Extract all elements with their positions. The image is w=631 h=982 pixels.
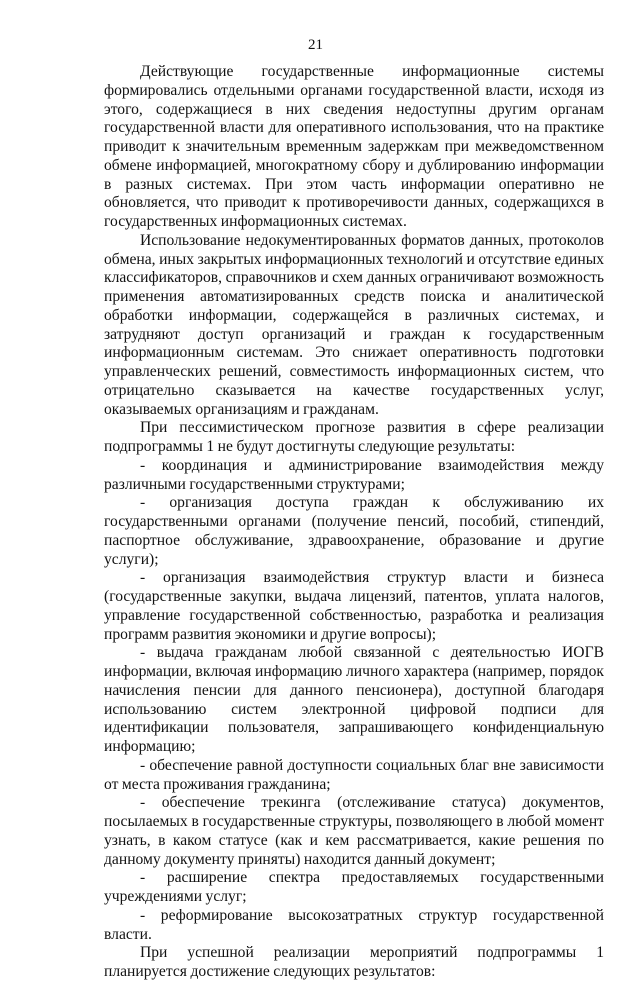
paragraph-info-systems: Действующие государственные информационные системы формировались отдельными органами государственной власти, исходя из этого, содержащиеся в них сведения недоступны другим органам государственной власти для оперативного использования, что на практике приводит к значительным временным задержкам при межведомственном обмене информацией, многократному сбору и дублированию информации в разных системах. При этом часть информации оперативно не обновляется, что приводит к противоречивости данных, содержащихся в государственных информационных системах. <box>104 63 604 230</box>
list-item-equal-access: - обеспечение равной доступности социальных благ вне зависимости от места проживания гражданина; <box>104 756 604 793</box>
list-item-government-business: - организация взаимодействия структур власти и бизнеса (государственные закупки, выдача лицензий, патентов, уплата налогов, управление государственной собственностью, разработка и реализация программ развития экономики и другие вопросы); <box>104 569 604 643</box>
list-item-service-expansion: - расширение спектра предоставляемых государственными учреждениями услуг; <box>104 869 604 905</box>
list-item-document-tracking: - обеспечение трекинга (отслеживание статуса) документов, посылаемых в государственные структуры, позволяющего в любой момент узнать, в каком статусе (как и кем рассматривается, какие решения по данному документу приняты) находится данный документ; <box>104 794 604 868</box>
paragraph-pessimistic-forecast: При пессимистическом прогнозе развития в сфере реализации подпрограммы 1 не будут достигнуты следующие результаты: <box>104 419 604 455</box>
list-item-reform: - реформирование высокозатратных структур государственной власти. <box>104 906 604 943</box>
list-item-citizen-access: - организация доступа граждан к обслуживанию их государственными органами (получение пенсий, пособий, стипендий, паспортное обслуживание, здравоохранение, образование и другие услуги); <box>104 494 604 568</box>
paragraph-undocumented-formats: Использование недокументированных форматов данных, протоколов обмена, иных закрытых информационных технологий и отсутствие единых классификаторов, справочников и схем данных ограничивают возможность применения автоматизированных средств поиска и аналитической обработки информации, содержащейся в различных системах, и затрудняют доступ организаций и граждан к государственным информационным системам. Это снижает оперативность подготовки управленческих решений, совместимость информационных систем, что отрицательно сказывается на качестве государственных услуг, оказываемых организациям и гражданам. <box>104 231 604 418</box>
list-item-information-issuance: - выдача гражданам любой связанной с деятельностью ИОГВ информации, включая информацию личного характера (например, порядок начисления пенсии для данного пенсионера), доступной благодаря использованию систем электронной цифровой подписи для идентификации пользователя, запрашивающего конфиденциальную информацию; <box>104 644 604 755</box>
paragraph-successful-implementation: При успешной реализации мероприятий подпрограммы 1 планируется достижение следующих результатов: <box>104 944 604 980</box>
list-item-coordination: - координация и администрирование взаимодействия между различными государственными структурами; <box>104 456 604 493</box>
document-body <box>104 63 604 982</box>
page-number: 21 <box>308 37 323 53</box>
